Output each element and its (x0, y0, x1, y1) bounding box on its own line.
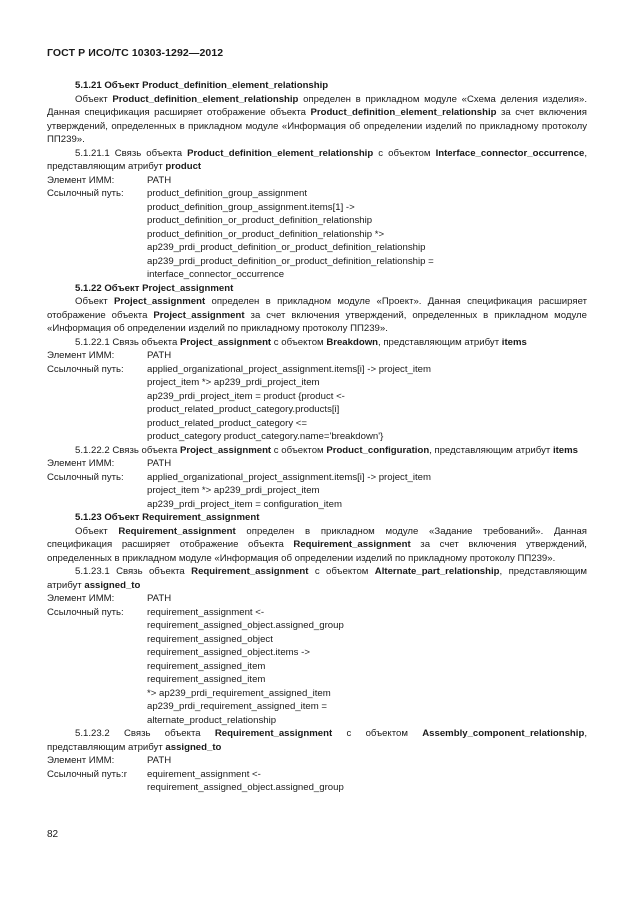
reference-path-line: alternate_product_relationship (147, 714, 277, 726)
section-paragraph: Объект Project_assignment определен в прикладном модуле «Проект». Данная спецификация расширяет отображение объекта Project_assignment за счет включения утверждений, определенных в прикладном модуле «Информация об определении изделий по прикладному протоколу ПП239». (47, 296, 587, 334)
reference-path-row: Ссылочный путь:r equirement_assignment <- (47, 768, 261, 780)
reference-path-line: ap239_prdi_requirement_assigned_item = (147, 701, 328, 712)
reference-path-line: product_definition_or_product_definition_relationship *> (147, 228, 385, 240)
reference-path-line: ap239_prdi_project_item = product {product <- (147, 390, 345, 402)
subsection-title: 5.1.23.1 Связь объекта Requirement_assignment с объектом Alternate_part_relationship, представляющим атрибут assigned_to (47, 566, 587, 591)
reference-path-line: requirement_assigned_item (147, 674, 266, 685)
reference-path-line: ap239_prdi_project_item = configuration_item (147, 498, 342, 510)
imm-element-row: Элемент ИММ: PATH (47, 593, 172, 604)
reference-path-line: product_related_product_category <= (147, 417, 308, 429)
reference-path-row: Ссылочный путь: applied_organizational_project_assignment.items[i] -> project_item (47, 363, 431, 375)
reference-path-line: requirement_assigned_object.assigned_group (147, 620, 344, 631)
imm-element-row: Элемент ИММ: PATH (47, 350, 172, 361)
subsection-title: 5.1.23.2 Связь объекта Requirement_assignment с объектом Assembly_component_relationship, представляющим атрибут assigned_to (47, 728, 587, 753)
subsection-title: 5.1.22.2 Связь объекта Project_assignment с объектом Product_configuration, представляющим атрибут items (75, 444, 578, 456)
reference-path-row: Ссылочный путь: product_definition_group_assignment (47, 188, 308, 199)
imm-element-row: Элемент ИММ: PATH (47, 755, 172, 766)
reference-path-line: requirement_assigned_object (147, 633, 273, 645)
reference-path-row: Ссылочный путь: applied_organizational_project_assignment.items[i] -> project_item (47, 471, 431, 483)
section-heading-5-1-21: 5.1.21 Объект Product_definition_element_relationship (75, 80, 329, 91)
page-number: 82 (47, 829, 59, 840)
reference-path-line: product_related_product_category.products[i] (147, 404, 340, 415)
reference-path-line: requirement_assigned_object.assigned_group (147, 782, 344, 793)
reference-path-line: project_item *> ap239_prdi_project_item (147, 485, 320, 496)
page-header: ГОСТ Р ИСО/ТС 10303-1292—2012 (47, 47, 224, 59)
reference-path-line: interface_connector_occurrence (147, 269, 285, 280)
reference-path-line: requirement_assigned_item (147, 660, 266, 672)
reference-path-line: product_definition_group_assignment.items[1] -> (147, 201, 355, 213)
reference-path-line: product_category product_category.name='breakdown'} (147, 431, 384, 442)
reference-path-row: Ссылочный путь: requirement_assignment <- (47, 606, 265, 618)
document-body (47, 79, 587, 795)
section-heading-5-1-23: 5.1.23 Объект Requirement_assignment (75, 512, 260, 523)
imm-element-row: Элемент ИММ: PATH (47, 174, 172, 186)
section-heading-5-1-22: 5.1.22 Объект Project_assignment (75, 282, 234, 294)
subsection-title: 5.1.21.1 Связь объекта Product_definition_element_relationship с объектом Interface_connector_occurrence, представляющим атрибут product (47, 147, 587, 172)
reference-path-line: ap239_prdi_product_definition_or_product_definition_relationship (147, 242, 426, 253)
reference-path-line: product_definition_or_product_definition_relationship (147, 215, 373, 226)
reference-path-line: ap239_prdi_product_definition_or_product_definition_relationship = (147, 255, 434, 267)
section-paragraph: Объект Requirement_assignment определен в прикладном модуле «Задание требований». Данная спецификация расширяет отображение объекта Requirement_assignment за счет включения утверждений, определенных в прикладном модуле «Информация об определении изделий по прикладному протоколу ПП239». (47, 525, 587, 564)
subsection-title: 5.1.22.1 Связь объекта Project_assignment с объектом Breakdown, представляющим атрибут items (75, 336, 527, 348)
imm-element-row: Элемент ИММ: PATH (47, 458, 172, 469)
section-paragraph: Объект Product_definition_element_relationship определен в прикладном модуле «Схема деления изделия». Данная спецификация расширяет отображение объекта Product_definition_element_relationship за счет включения утверждений, определенных в прикладном модуле «Информация об определении изделий по прикладному протоколу ПП239». (47, 93, 587, 145)
reference-path-line: requirement_assigned_object.items -> (147, 647, 310, 658)
reference-path-line: project_item *> ap239_prdi_project_item (147, 377, 320, 388)
reference-path-line: *> ap239_prdi_requirement_assigned_item (147, 687, 331, 699)
